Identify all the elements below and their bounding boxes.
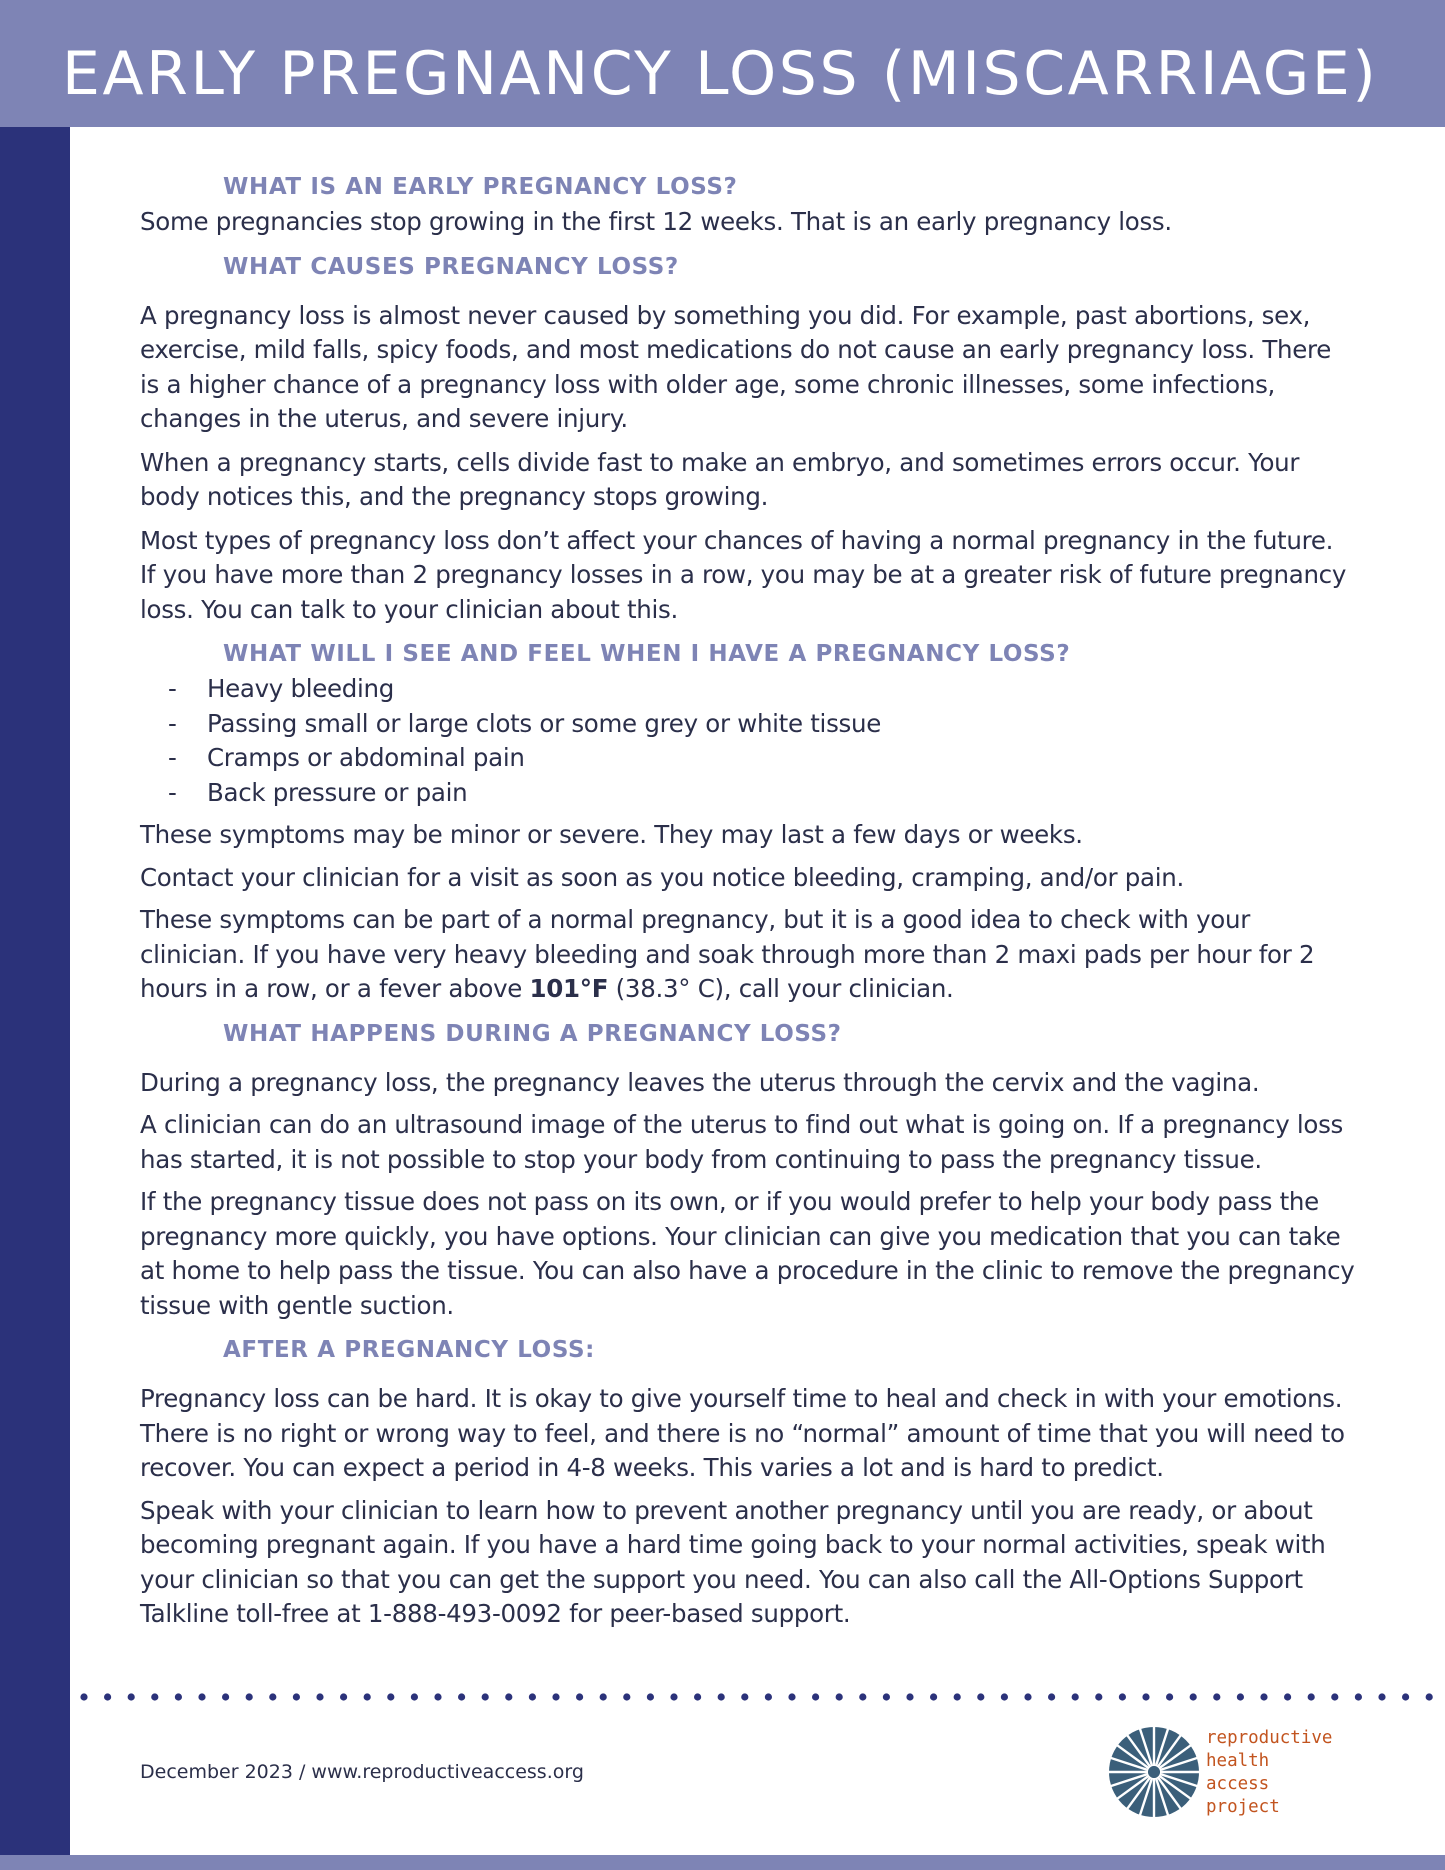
divider-dot — [836, 1693, 843, 1700]
divider-dot — [883, 1693, 890, 1700]
left-sidebar-bar — [0, 127, 70, 1855]
logo-line: access — [1206, 1774, 1270, 1794]
divider-dot — [1166, 1693, 1173, 1700]
divider-dot — [222, 1693, 229, 1700]
divider-dot — [1095, 1693, 1102, 1700]
divider-dot — [1355, 1693, 1362, 1700]
dash-bullet: - — [168, 743, 177, 772]
divider-dot — [600, 1693, 607, 1700]
dotted-divider — [74, 1690, 1445, 1704]
divider-dot — [411, 1693, 418, 1700]
list-item-text: Back pressure or pain — [207, 777, 468, 807]
divider-dot — [1213, 1693, 1220, 1700]
divider-dot — [387, 1693, 394, 1700]
logo-line: health — [1206, 1751, 1270, 1771]
divider-dot — [128, 1693, 135, 1700]
paragraph: If the pregnancy tissue does not pass on its own, or if you would prefer to help your body pass the pregnancy more quickly, you have options. Your clinician can give you medication that you can take at home to help pass the tissue. You can also have a procedure in the clinic to remove the pregnancy tissue with gentle suction. — [140, 1187, 1355, 1320]
divider-dot — [812, 1693, 819, 1700]
divider-dot — [1426, 1693, 1433, 1700]
divider-dot — [458, 1693, 465, 1700]
divider-dot — [906, 1693, 913, 1700]
header-banner — [0, 0, 1445, 127]
divider-dot — [977, 1693, 984, 1700]
divider-dot — [623, 1693, 630, 1700]
divider-dot — [1378, 1693, 1385, 1700]
paragraph: Speak with your clinician to learn how to prevent another pregnancy until you are ready, or about becoming pregnant again. If you have a hard time going back to your normal activities, speak with your clinician so that you can get the support you need. You can also call the All-Options Support Talkline toll-free at 1-888-493-0092 for peer-based support. — [140, 1495, 1326, 1628]
paragraph-text: (38.3° C), call your clinician. — [608, 974, 954, 1003]
heading-during: WHAT HAPPENS DURING A PREGNANCY LOSS? — [223, 1020, 842, 1047]
list-item-text: Heavy bleeding — [207, 674, 395, 703]
divider-dot — [1331, 1693, 1338, 1700]
divider-dot — [104, 1693, 111, 1700]
divider-dot — [246, 1693, 253, 1700]
list-item — [140, 776, 1355, 811]
footer-date-url: December 2023 / www.reproductiveaccess.org — [140, 1761, 584, 1783]
temperature-value: 101°F — [529, 974, 609, 1003]
list-item — [140, 672, 1355, 707]
divider-dot — [175, 1693, 182, 1700]
divider-dot — [340, 1693, 347, 1700]
divider-dot — [1284, 1693, 1291, 1700]
divider-dot — [364, 1693, 371, 1700]
divider-dot — [930, 1693, 937, 1700]
divider-dot — [1190, 1693, 1197, 1700]
divider-dot — [1260, 1693, 1267, 1700]
list-item-text: Passing small or large clots or some grey or white tissue — [207, 708, 881, 738]
dash-bullet: - — [168, 777, 177, 807]
dash-bullet: - — [168, 708, 177, 738]
dash-bullet: - — [168, 674, 177, 703]
heading-causes: WHAT CAUSES PREGNANCY LOSS? — [223, 253, 679, 280]
divider-dot — [482, 1693, 489, 1700]
logo-line: reproductive — [1206, 1728, 1333, 1748]
divider-dot — [1308, 1693, 1315, 1700]
divider-dot — [505, 1693, 512, 1700]
divider-dot — [1048, 1693, 1055, 1700]
divider-dot — [1072, 1693, 1079, 1700]
divider-dot — [1402, 1693, 1409, 1700]
paragraph: When a pregnancy starts, cells divide fast to make an embryo, and sometimes errors occur. Your body notices this, and the pregnancy stops growing. — [140, 447, 1300, 511]
divider-dot — [1119, 1693, 1126, 1700]
divider-dot — [741, 1693, 748, 1700]
divider-dot — [765, 1693, 772, 1700]
paragraph: A clinician can do an ultrasound image of the uterus to find out what is going on. If a pregnancy loss has started, it is not possible to stop your body from continuing to pass the pregnancy tissue. — [140, 1110, 1344, 1174]
paragraph — [140, 903, 1355, 1007]
heading-what-is: WHAT IS AN EARLY PREGNANCY LOSS? — [223, 174, 738, 200]
divider-dot — [859, 1693, 866, 1700]
divider-dot — [670, 1693, 677, 1700]
divider-dot — [718, 1693, 725, 1700]
divider-dot — [576, 1693, 583, 1700]
paragraph: A pregnancy loss is almost never caused by something you did. For example, past abortions, sex, exercise, mild falls, spicy foods, and most medications do not cause an early pregnancy loss. There is a higher chance of a pregnancy loss with older age, some chronic illnesses, some infections, changes in the uterus, and severe injury. — [140, 300, 1332, 433]
divider-dot — [954, 1693, 961, 1700]
divider-dot — [293, 1693, 300, 1700]
heading-after: AFTER A PREGNANCY LOSS: — [223, 1337, 595, 1363]
divider-dot — [1142, 1693, 1149, 1700]
list-item — [140, 707, 1355, 742]
divider-dot — [552, 1693, 559, 1700]
list-item — [140, 741, 1355, 776]
page-title: EARLY PREGNANCY LOSS (MISCARRIAGE) — [62, 39, 1379, 109]
heading-symptoms: WHAT WILL I SEE AND FEEL WHEN I HAVE A PREGNANCY LOSS? — [223, 641, 1071, 667]
divider-dot — [647, 1693, 654, 1700]
paragraph: Pregnancy loss can be hard. It is okay to give yourself time to heal and check in with your emotions. There is no right or wrong way to feel, and there is no “normal” amount of time that you will need to recover. You can expect a period in 4-8 weeks. This varies a lot and is hard to predict. — [140, 1384, 1345, 1482]
divider-dot — [434, 1693, 441, 1700]
divider-dot — [1024, 1693, 1031, 1700]
divider-dot — [316, 1693, 323, 1700]
paragraph-text: These symptoms can be part of a normal pregnancy, but it is a good idea to check with your clinician. If you have very heavy bleeding and soak through more than 2 maxi pads per hour for 2 hours in a row, or a fever above — [140, 905, 1315, 1003]
paragraph: Some pregnancies stop growing in the first 12 weeks. That is an early pregnancy loss. — [140, 207, 1172, 236]
paragraph: Most types of pregnancy loss don’t affect your chances of having a normal pregnancy in the future. If you have more than 2 pregnancy losses in a row, you may be at a greater risk of future pregnancy loss. You can talk to your clinician about this. — [140, 525, 1347, 624]
divider-dot — [151, 1693, 158, 1700]
paragraph: Contact your clinician for a visit as soon as you notice bleeding, cramping, and/or pain. — [140, 862, 1184, 892]
logo-wordmark — [1206, 1727, 1332, 1819]
divider-dot — [788, 1693, 795, 1700]
paragraph: These symptoms may be minor or severe. They may last a few days or weeks. — [140, 820, 1083, 849]
divider-dot — [694, 1693, 701, 1700]
bottom-bar — [0, 1855, 1445, 1870]
document-body — [140, 170, 1355, 1632]
paragraph: During a pregnancy loss, the pregnancy leaves the uterus through the cervix and the vagina. — [140, 1067, 1260, 1097]
rhap-logo-icon — [1106, 1724, 1202, 1820]
divider-dot — [269, 1693, 276, 1700]
divider-dot — [529, 1693, 536, 1700]
divider-dot — [1001, 1693, 1008, 1700]
symptom-list — [140, 672, 1355, 810]
logo-line: project — [1206, 1797, 1280, 1817]
divider-dot — [80, 1693, 87, 1700]
divider-dot — [198, 1693, 205, 1700]
divider-dot — [1237, 1693, 1244, 1700]
list-item-text: Cramps or abdominal pain — [207, 743, 525, 772]
